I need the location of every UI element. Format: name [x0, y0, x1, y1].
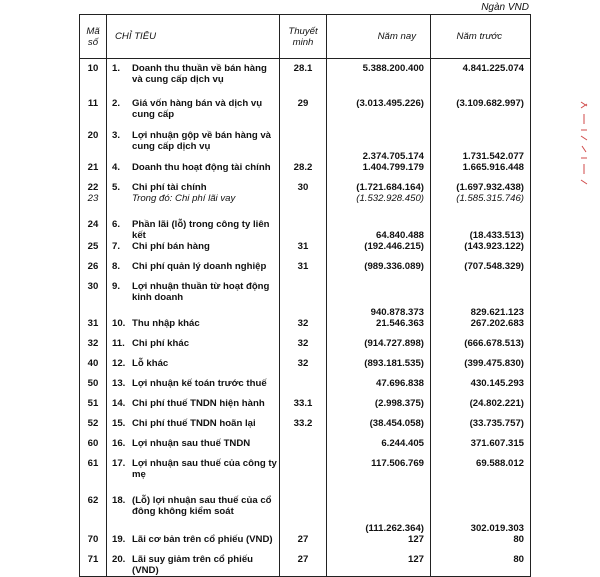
header-previous-year: Năm trước — [431, 15, 531, 59]
row-value-current-text: 5.388.200.400 — [362, 63, 424, 74]
row-code-text: 26 — [87, 260, 99, 272]
row-item — [107, 59, 280, 98]
row-code-text: 22 — [87, 181, 99, 193]
row-label: Chi phí khác — [132, 337, 190, 349]
row-number: 20. — [112, 553, 126, 565]
row-label: Chi phí quản lý doanh nghiệp — [132, 260, 267, 272]
table-row — [80, 98, 531, 130]
row-value-current-text: (38.454.058) — [369, 417, 424, 429]
row-item — [107, 554, 280, 577]
table-row — [80, 241, 531, 261]
row-item — [107, 261, 280, 281]
row-number: 6. — [112, 218, 121, 230]
table-row — [80, 281, 531, 318]
row-value-current — [327, 130, 431, 162]
header-code: Mã số — [80, 15, 107, 59]
row-label: Lãi cơ bản trên cổ phiếu (VND) — [132, 533, 273, 545]
row-note: 32 — [280, 358, 327, 378]
row-label: Lợi nhuận kế toán trước thuế — [132, 377, 267, 389]
row-number: 16. — [112, 437, 126, 449]
row-value-current — [327, 458, 431, 495]
row-value-current — [327, 182, 431, 219]
row-item — [107, 438, 280, 458]
row-note: 33.1 — [280, 398, 327, 418]
row-label: Lợi nhuận gộp về bán hàng và cung cấp dịch vụ — [132, 129, 272, 152]
row-code — [80, 398, 107, 418]
row-value-previous — [431, 418, 531, 438]
income-statement-table — [79, 14, 531, 577]
table-header-row — [80, 15, 531, 59]
row-label: Lỗ khác — [132, 357, 169, 369]
row-value-previous — [431, 534, 531, 554]
row-item — [107, 458, 280, 495]
row-code — [80, 358, 107, 378]
table-row — [80, 495, 531, 534]
row-number: 3. — [112, 129, 121, 141]
row-code-text: 10 — [87, 63, 99, 74]
row-value-previous-text: 80 — [513, 553, 524, 565]
row-value-previous — [431, 398, 531, 418]
row-value-previous-text: 69.588.012 — [475, 457, 524, 469]
row-number: 4. — [112, 161, 121, 173]
row-code-text: 62 — [87, 494, 99, 506]
table-row — [80, 418, 531, 438]
row-code — [80, 182, 107, 219]
header-current-year: Năm nay — [327, 15, 431, 59]
row-number: 5. — [112, 181, 121, 193]
row-value-current — [327, 241, 431, 261]
row-value-current — [327, 261, 431, 281]
row-number: 9. — [112, 280, 121, 292]
row-item — [107, 130, 280, 162]
table-row — [80, 338, 531, 358]
row-value-previous — [431, 554, 531, 577]
row-number: 1. — [112, 63, 121, 74]
row-value-current — [327, 495, 431, 534]
row-number: 17. — [112, 457, 126, 469]
row-value-current — [327, 338, 431, 358]
row-label: Doanh thu hoạt động tài chính — [132, 161, 271, 173]
row-label: Lợi nhuận sau thuế của công ty mẹ — [132, 457, 277, 480]
row-code-text: 51 — [87, 397, 99, 409]
row-value-previous-text: 1.665.916.448 — [462, 161, 524, 173]
row-value-current-text: (989.336.089) — [364, 260, 424, 272]
table-row — [80, 162, 531, 182]
row-value-current — [327, 219, 431, 241]
row-value-previous — [431, 182, 531, 219]
row-value-previous-text: (143.923.122) — [464, 240, 524, 252]
table-row — [80, 182, 531, 219]
row-value-previous — [431, 378, 531, 398]
row-value-current-text: 6.244.405 — [381, 437, 424, 449]
row-value-previous-text: (666.678.513) — [464, 337, 524, 349]
row-number: 18. — [112, 494, 126, 506]
row-value-previous — [431, 162, 531, 182]
row-value-previous-text: 430.145.293 — [470, 377, 524, 389]
table-row — [80, 378, 531, 398]
row-number: 19. — [112, 533, 126, 545]
row-value-current — [327, 554, 431, 577]
row-value-current — [327, 59, 431, 98]
row-value-previous-text: 267.202.683 — [470, 317, 524, 329]
row-value-current-text: (2.998.375) — [374, 397, 424, 409]
row-number: 7. — [112, 240, 121, 252]
row-note: 33.2 — [280, 418, 327, 438]
row-value-previous-text: (3.109.682.997) — [456, 97, 524, 109]
row-value-current-sub: (1.532.928.450) — [356, 192, 424, 204]
row-label: Lãi suy giảm trên cổ phiếu (VND) — [132, 553, 254, 576]
row-number: 10. — [112, 317, 126, 329]
row-code — [80, 554, 107, 577]
row-code-text: 30 — [87, 280, 99, 292]
row-value-previous-text: 371.607.315 — [470, 437, 524, 449]
row-value-previous-text: 80 — [513, 533, 524, 545]
row-code — [80, 162, 107, 182]
row-number: 14. — [112, 397, 126, 409]
row-note — [280, 438, 327, 458]
row-value-previous-text: (33.735.757) — [469, 417, 524, 429]
row-value-previous — [431, 358, 531, 378]
row-note: 32 — [280, 338, 327, 358]
row-value-previous — [431, 318, 531, 338]
row-item — [107, 162, 280, 182]
row-number: 15. — [112, 417, 126, 429]
row-code — [80, 338, 107, 358]
row-value-current-text: (3.013.495.226) — [356, 97, 424, 109]
row-value-current — [327, 281, 431, 318]
row-note — [280, 495, 327, 534]
row-label: (Lỗ) lợi nhuận sau thuế của cổ đông không kiểm soát — [132, 494, 272, 517]
row-sub-label: Trong đó: Chi phí lãi vay — [132, 192, 236, 204]
row-value-previous — [431, 219, 531, 241]
row-code — [80, 438, 107, 458]
row-code — [80, 495, 107, 534]
row-item — [107, 338, 280, 358]
row-code — [80, 219, 107, 241]
row-number: 8. — [112, 260, 121, 272]
row-code — [80, 281, 107, 318]
table-row — [80, 130, 531, 162]
row-code-text: 52 — [87, 417, 99, 429]
currency-unit: Ngàn VND — [481, 2, 529, 13]
row-note: 31 — [280, 241, 327, 261]
row-label: Giá vốn hàng bán và dịch vụ cung cấp — [132, 97, 263, 120]
row-label: Lợi nhuận sau thuế TNDN — [132, 437, 251, 449]
row-code — [80, 378, 107, 398]
row-value-current — [327, 318, 431, 338]
header-item: CHỈ TIÊU — [107, 15, 280, 59]
row-value-previous-text: (707.548.329) — [464, 260, 524, 272]
row-code-text: 61 — [87, 457, 99, 469]
row-number: 2. — [112, 97, 121, 109]
row-value-current — [327, 534, 431, 554]
row-code-text: 21 — [87, 161, 99, 173]
row-value-previous-text: 4.841.225.074 — [462, 63, 524, 74]
row-note: 27 — [280, 554, 327, 577]
row-note: 28.1 — [280, 59, 327, 98]
row-code — [80, 261, 107, 281]
row-code-text: 71 — [87, 553, 99, 565]
row-value-current-text: 1.404.799.179 — [362, 161, 424, 173]
row-code — [80, 534, 107, 554]
row-value-previous-text: (399.475.830) — [464, 357, 524, 369]
row-item — [107, 378, 280, 398]
row-value-previous — [431, 98, 531, 130]
row-label: Chi phí bán hàng — [132, 240, 210, 252]
table-row — [80, 458, 531, 495]
row-value-current-text: 127 — [407, 533, 424, 545]
row-value-current — [327, 98, 431, 130]
row-note — [280, 378, 327, 398]
table-row — [80, 534, 531, 554]
row-code — [80, 241, 107, 261]
row-value-previous-text: 302.019.303 — [470, 522, 524, 534]
row-code-text: 70 — [87, 533, 99, 545]
row-item — [107, 219, 280, 241]
row-note: 31 — [280, 261, 327, 281]
row-item — [107, 418, 280, 438]
table-row — [80, 219, 531, 241]
table-row — [80, 554, 531, 577]
row-label: Lợi nhuận thuần từ hoạt động kinh doanh — [132, 280, 270, 303]
row-item — [107, 281, 280, 318]
row-code-text: 20 — [87, 129, 99, 141]
row-item — [107, 182, 280, 219]
row-value-previous — [431, 281, 531, 318]
row-note — [280, 458, 327, 495]
row-label: Chi phí tài chính — [132, 181, 207, 193]
table-row — [80, 261, 531, 281]
row-item — [107, 495, 280, 534]
row-code-text: 32 — [87, 337, 99, 349]
row-note: 30 — [280, 182, 327, 219]
row-item — [107, 358, 280, 378]
row-value-current-text: 64.840.488 — [375, 229, 424, 241]
row-item — [107, 98, 280, 130]
row-value-current — [327, 378, 431, 398]
row-code — [80, 59, 107, 98]
row-code-sub: 23 — [87, 192, 99, 204]
row-label: Doanh thu thuần về bán hàng và cung cấp dịch vụ — [132, 63, 267, 85]
table-row — [80, 59, 531, 98]
row-value-current — [327, 162, 431, 182]
row-value-previous — [431, 495, 531, 534]
row-item — [107, 534, 280, 554]
row-value-current-text: 47.696.838 — [375, 377, 424, 389]
row-note: 32 — [280, 318, 327, 338]
row-note — [280, 281, 327, 318]
row-value-previous — [431, 261, 531, 281]
row-code — [80, 458, 107, 495]
row-code — [80, 418, 107, 438]
row-value-previous — [431, 338, 531, 358]
row-label: Chi phí thuế TNDN hiện hành — [132, 397, 265, 409]
row-code — [80, 318, 107, 338]
row-value-previous — [431, 458, 531, 495]
row-code-text: 60 — [87, 437, 99, 449]
row-value-current-text: 117.506.769 — [371, 457, 424, 469]
row-code-text: 24 — [87, 218, 99, 230]
row-note — [280, 130, 327, 162]
row-value-current — [327, 438, 431, 458]
row-value-previous-text: (1.697.932.438) — [456, 181, 524, 193]
row-item — [107, 241, 280, 261]
row-note — [280, 219, 327, 241]
row-note: 29 — [280, 98, 327, 130]
table-row — [80, 398, 531, 418]
row-code — [80, 98, 107, 130]
row-item — [107, 318, 280, 338]
row-number: 12. — [112, 357, 126, 369]
table-row — [80, 358, 531, 378]
row-code — [80, 130, 107, 162]
row-value-current-text: (192.446.215) — [364, 240, 424, 252]
row-value-current-text: 21.546.363 — [375, 317, 424, 329]
row-value-previous — [431, 241, 531, 261]
row-value-current-text: (914.727.898) — [364, 337, 424, 349]
row-number: 13. — [112, 377, 126, 389]
row-code-text: 11 — [87, 97, 99, 109]
row-note: 28.2 — [280, 162, 327, 182]
row-value-previous-text: 1.731.542.077 — [462, 150, 524, 162]
row-code-text: 40 — [87, 357, 99, 369]
row-value-previous-sub: (1.585.315.746) — [456, 192, 524, 204]
row-note: 27 — [280, 534, 327, 554]
table-row — [80, 318, 531, 338]
row-value-current-text: (111.262.364) — [365, 522, 424, 534]
row-value-previous-text: (18.433.513) — [469, 229, 524, 241]
row-label: Chi phí thuế TNDN hoãn lại — [132, 417, 256, 429]
row-code-text: 31 — [87, 317, 99, 329]
row-value-current-text: 127 — [407, 553, 424, 565]
row-value-current-text: (893.181.535) — [364, 357, 424, 369]
row-value-previous — [431, 130, 531, 162]
row-item — [107, 398, 280, 418]
row-value-previous — [431, 59, 531, 98]
row-value-current-text: 2.374.705.174 — [362, 150, 424, 162]
row-label: Phần lãi (lỗ) trong công ty liên kết — [132, 218, 270, 241]
row-code-text: 25 — [87, 240, 99, 252]
row-value-previous-text: 829.621.123 — [470, 306, 524, 318]
row-value-current-text: (1.721.684.164) — [356, 181, 424, 193]
row-value-current — [327, 418, 431, 438]
row-number: 11. — [112, 337, 125, 349]
row-code-text: 50 — [87, 377, 99, 389]
row-value-previous — [431, 438, 531, 458]
row-value-current — [327, 358, 431, 378]
page-stamp-mark — [576, 100, 590, 190]
header-note: Thuyết minh — [280, 15, 327, 59]
table-row — [80, 438, 531, 458]
row-value-current-text: 940.878.373 — [370, 306, 424, 318]
row-value-previous-text: (24.802.221) — [469, 397, 524, 409]
row-value-current — [327, 398, 431, 418]
row-label: Thu nhập khác — [132, 317, 200, 329]
